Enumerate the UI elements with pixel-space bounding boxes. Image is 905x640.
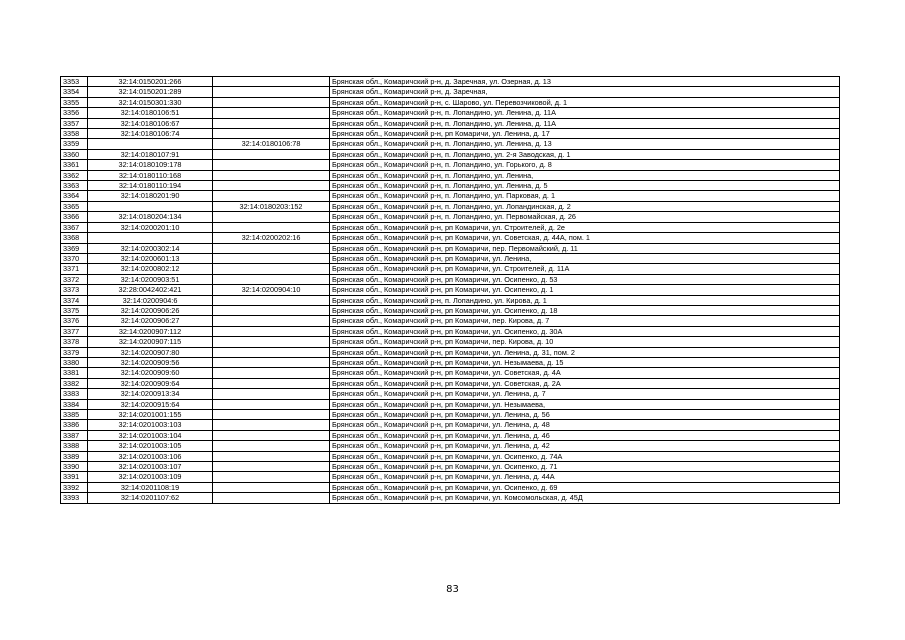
row-number-cell: 3355 bbox=[61, 97, 88, 107]
secondary-cadastral-number-cell: 32:14:0200904:10 bbox=[213, 285, 330, 295]
row-number-cell: 3391 bbox=[61, 472, 88, 482]
address-cell: Брянская обл., Комаричский р-н, рп Комаричи, пер. Кирова, д. 7 bbox=[330, 316, 840, 326]
row-number-cell: 3356 bbox=[61, 108, 88, 118]
secondary-cadastral-number-cell: 32:14:0180106:78 bbox=[213, 139, 330, 149]
secondary-cadastral-number-cell bbox=[213, 212, 330, 222]
table-row bbox=[61, 410, 840, 420]
secondary-cadastral-number-cell bbox=[213, 264, 330, 274]
cadastral-number-cell: 32:14:0200302:14 bbox=[88, 243, 213, 253]
address-cell: Брянская обл., Комаричский р-н, п. Лопандино, ул. Ленина, д. 11А bbox=[330, 118, 840, 128]
secondary-cadastral-number-cell bbox=[213, 378, 330, 388]
row-number-cell: 3369 bbox=[61, 243, 88, 253]
table-row bbox=[61, 118, 840, 128]
cadastral-number-cell: 32:14:0201003:103 bbox=[88, 420, 213, 430]
cadastral-number-cell: 32:14:0200909:60 bbox=[88, 368, 213, 378]
row-number-cell: 3357 bbox=[61, 118, 88, 128]
secondary-cadastral-number-cell bbox=[213, 77, 330, 87]
secondary-cadastral-number-cell bbox=[213, 295, 330, 305]
row-number-cell: 3382 bbox=[61, 378, 88, 388]
cadastral-number-cell: 32:14:0201003:105 bbox=[88, 441, 213, 451]
secondary-cadastral-number-cell bbox=[213, 108, 330, 118]
address-cell: Брянская обл., Комаричский р-н, п. Лопандино, ул. Лопандинская, д. 2 bbox=[330, 201, 840, 211]
secondary-cadastral-number-cell bbox=[213, 347, 330, 357]
table-row bbox=[61, 430, 840, 440]
cadastral-number-cell: 32:14:0180204:134 bbox=[88, 212, 213, 222]
table-row bbox=[61, 160, 840, 170]
table-row bbox=[61, 212, 840, 222]
table-row bbox=[61, 399, 840, 409]
cadastral-number-cell: 32:14:0201108:19 bbox=[88, 482, 213, 492]
address-cell: Брянская обл., Комаричский р-н, п. Лопандино, ул. Ленина, bbox=[330, 170, 840, 180]
secondary-cadastral-number-cell bbox=[213, 305, 330, 315]
table-row bbox=[61, 368, 840, 378]
address-cell: Брянская обл., Комаричский р-н, рп Комаричи, ул. Ленина, д. 42 bbox=[330, 441, 840, 451]
table-row bbox=[61, 274, 840, 284]
address-cell: Брянская обл., Комаричский р-н, рп Комаричи, ул. Осипенко, д. 1 bbox=[330, 285, 840, 295]
address-cell: Брянская обл., Комаричский р-н, рп Комаричи, ул. Ленина, д. 56 bbox=[330, 410, 840, 420]
cadastral-number-cell: 32:14:0201001:155 bbox=[88, 410, 213, 420]
address-cell: Брянская обл., Комаричский р-н, рп Комаричи, ул. Осипенко, д. 74А bbox=[330, 451, 840, 461]
secondary-cadastral-number-cell bbox=[213, 430, 330, 440]
secondary-cadastral-number-cell bbox=[213, 368, 330, 378]
row-number-cell: 3383 bbox=[61, 389, 88, 399]
cadastral-number-cell: 32:14:0201107:62 bbox=[88, 493, 213, 503]
row-number-cell: 3367 bbox=[61, 222, 88, 232]
table-row bbox=[61, 316, 840, 326]
cadastral-number-cell: 32:14:0201003:109 bbox=[88, 472, 213, 482]
row-number-cell: 3388 bbox=[61, 441, 88, 451]
cadastral-number-cell: 32:14:0200909:56 bbox=[88, 357, 213, 367]
cadastral-number-cell: 32:14:0150201:289 bbox=[88, 87, 213, 97]
address-cell: Брянская обл., Комаричский р-н, рп Комаричи, ул. Осипенко, д. 53 bbox=[330, 274, 840, 284]
address-cell: Брянская обл., Комаричский р-н, рп Комаричи, ул. Ленина, д. 31, пом. 2 bbox=[330, 347, 840, 357]
table-row bbox=[61, 305, 840, 315]
cadastral-number-cell: 32:14:0200201:10 bbox=[88, 222, 213, 232]
secondary-cadastral-number-cell bbox=[213, 191, 330, 201]
address-cell: Брянская обл., Комаричский р-н, рп Комаричи, ул. Осипенко, д. 69 bbox=[330, 482, 840, 492]
address-cell: Брянская обл., Комаричский р-н, д. Заречная, ул. Озерная, д. 13 bbox=[330, 77, 840, 87]
address-cell: Брянская обл., Комаричский р-н, п. Лопандино, ул. 2-я Заводская, д. 1 bbox=[330, 149, 840, 159]
secondary-cadastral-number-cell: 32:14:0180203:152 bbox=[213, 201, 330, 211]
row-number-cell: 3374 bbox=[61, 295, 88, 305]
secondary-cadastral-number-cell bbox=[213, 129, 330, 139]
cadastral-number-cell: 32:14:0180110:194 bbox=[88, 181, 213, 191]
row-number-cell: 3393 bbox=[61, 493, 88, 503]
address-cell: Брянская обл., Комаричский р-н, рп Комаричи, ул. Строителей, д. 11А bbox=[330, 264, 840, 274]
cadastral-number-cell: 32:14:0201003:104 bbox=[88, 430, 213, 440]
address-cell: Брянская обл., Комаричский р-н, рп Комаричи, ул. Осипенко, д. 71 bbox=[330, 462, 840, 472]
table-row bbox=[61, 326, 840, 336]
secondary-cadastral-number-cell bbox=[213, 160, 330, 170]
cadastral-number-cell: 32:14:0200913:34 bbox=[88, 389, 213, 399]
table-row bbox=[61, 87, 840, 97]
table-row bbox=[61, 441, 840, 451]
row-number-cell: 3362 bbox=[61, 170, 88, 180]
address-cell: Брянская обл., Комаричский р-н, рп Комаричи, ул. Строителей, д. 2е bbox=[330, 222, 840, 232]
table-row bbox=[61, 170, 840, 180]
secondary-cadastral-number-cell bbox=[213, 472, 330, 482]
cadastral-number-cell: 32:14:0200907:112 bbox=[88, 326, 213, 336]
cadastral-number-cell: 32:14:0150301:330 bbox=[88, 97, 213, 107]
secondary-cadastral-number-cell bbox=[213, 357, 330, 367]
table-row bbox=[61, 222, 840, 232]
cadastral-number-cell: 32:14:0201003:107 bbox=[88, 462, 213, 472]
table-row bbox=[61, 233, 840, 243]
cadastral-number-cell: 32:14:0200802:12 bbox=[88, 264, 213, 274]
table-row bbox=[61, 243, 840, 253]
secondary-cadastral-number-cell bbox=[213, 87, 330, 97]
address-cell: Брянская обл., Комаричский р-н, рп Комаричи, ул. Комсомольская, д. 45Д bbox=[330, 493, 840, 503]
row-number-cell: 3370 bbox=[61, 253, 88, 263]
address-cell: Брянская обл., Комаричский р-н, рп Комаричи, пер. Кирова, д. 10 bbox=[330, 337, 840, 347]
cadastral-number-cell: 32:14:0180106:51 bbox=[88, 108, 213, 118]
table-row bbox=[61, 347, 840, 357]
row-number-cell: 3378 bbox=[61, 337, 88, 347]
secondary-cadastral-number-cell bbox=[213, 118, 330, 128]
secondary-cadastral-number-cell bbox=[213, 337, 330, 347]
row-number-cell: 3360 bbox=[61, 149, 88, 159]
table-row bbox=[61, 378, 840, 388]
table-row bbox=[61, 451, 840, 461]
secondary-cadastral-number-cell bbox=[213, 420, 330, 430]
cadastral-number-cell: 32:14:0200906:27 bbox=[88, 316, 213, 326]
table-row bbox=[61, 149, 840, 159]
table-row bbox=[61, 181, 840, 191]
secondary-cadastral-number-cell bbox=[213, 149, 330, 159]
secondary-cadastral-number-cell bbox=[213, 316, 330, 326]
address-cell: Брянская обл., Комаричский р-н, п. Лопандино, ул. Первомайская, д. 26 bbox=[330, 212, 840, 222]
address-cell: Брянская обл., Комаричский р-н, рп Комаричи, ул. Незымаева, д. 15 bbox=[330, 357, 840, 367]
cadastral-number-cell bbox=[88, 233, 213, 243]
table-row bbox=[61, 357, 840, 367]
row-number-cell: 3375 bbox=[61, 305, 88, 315]
row-number-cell: 3363 bbox=[61, 181, 88, 191]
cadastral-number-cell: 32:14:0180107:91 bbox=[88, 149, 213, 159]
secondary-cadastral-number-cell bbox=[213, 410, 330, 420]
address-cell: Брянская обл., Комаричский р-н, рп Комаричи, ул. Ленина, bbox=[330, 253, 840, 263]
row-number-cell: 3354 bbox=[61, 87, 88, 97]
address-cell: Брянская обл., Комаричский р-н, рп Комаричи, ул. Советская, д. 4А bbox=[330, 368, 840, 378]
secondary-cadastral-number-cell bbox=[213, 389, 330, 399]
table-row bbox=[61, 493, 840, 503]
register-table-body bbox=[61, 77, 840, 504]
cadastral-number-cell: 32:14:0180110:168 bbox=[88, 170, 213, 180]
cadastral-number-cell: 32:14:0200915:64 bbox=[88, 399, 213, 409]
address-cell: Брянская обл., Комаричский р-н, рп Комаричи, ул. Ленина, д. 48 bbox=[330, 420, 840, 430]
table-row bbox=[61, 77, 840, 87]
secondary-cadastral-number-cell bbox=[213, 399, 330, 409]
secondary-cadastral-number-cell bbox=[213, 451, 330, 461]
address-cell: Брянская обл., Комаричский р-н, рп Комаричи, ул. Ленина, д. 7 bbox=[330, 389, 840, 399]
secondary-cadastral-number-cell bbox=[213, 181, 330, 191]
row-number-cell: 3361 bbox=[61, 160, 88, 170]
cadastral-number-cell: 32:14:0200909:64 bbox=[88, 378, 213, 388]
secondary-cadastral-number-cell bbox=[213, 482, 330, 492]
table-row bbox=[61, 482, 840, 492]
row-number-cell: 3381 bbox=[61, 368, 88, 378]
table-row bbox=[61, 295, 840, 305]
row-number-cell: 3371 bbox=[61, 264, 88, 274]
table-row bbox=[61, 108, 840, 118]
table-row bbox=[61, 420, 840, 430]
address-cell: Брянская обл., Комаричский р-н, рп Комаричи, пер. Первомайский, д. 11 bbox=[330, 243, 840, 253]
secondary-cadastral-number-cell bbox=[213, 170, 330, 180]
address-cell: Брянская обл., Комаричский р-н, рп Комаричи, ул. Осипенко, д. 18 bbox=[330, 305, 840, 315]
cadastral-number-cell: 32:14:0200904:6 bbox=[88, 295, 213, 305]
row-number-cell: 3389 bbox=[61, 451, 88, 461]
cadastral-number-cell: 32:14:0200907:80 bbox=[88, 347, 213, 357]
table-row bbox=[61, 285, 840, 295]
secondary-cadastral-number-cell bbox=[213, 493, 330, 503]
table-row bbox=[61, 253, 840, 263]
row-number-cell: 3380 bbox=[61, 357, 88, 367]
address-cell: Брянская обл., Комаричский р-н, п. Лопандино, ул. Ленина, д. 5 bbox=[330, 181, 840, 191]
cadastral-number-cell: 32:14:0200903:51 bbox=[88, 274, 213, 284]
row-number-cell: 3379 bbox=[61, 347, 88, 357]
row-number-cell: 3365 bbox=[61, 201, 88, 211]
table-row bbox=[61, 139, 840, 149]
row-number-cell: 3386 bbox=[61, 420, 88, 430]
table-row bbox=[61, 97, 840, 107]
property-register-table bbox=[60, 76, 840, 504]
cadastral-number-cell: 32:14:0200907:115 bbox=[88, 337, 213, 347]
row-number-cell: 3385 bbox=[61, 410, 88, 420]
address-cell: Брянская обл., Комаричский р-н, п. Лопандино, ул. Горького, д. 8 bbox=[330, 160, 840, 170]
row-number-cell: 3387 bbox=[61, 430, 88, 440]
row-number-cell: 3359 bbox=[61, 139, 88, 149]
row-number-cell: 3384 bbox=[61, 399, 88, 409]
address-cell: Брянская обл., Комаричский р-н, п. Лопандино, ул. Парковая, д. 1 bbox=[330, 191, 840, 201]
row-number-cell: 3372 bbox=[61, 274, 88, 284]
row-number-cell: 3392 bbox=[61, 482, 88, 492]
cadastral-number-cell: 32:14:0150201:266 bbox=[88, 77, 213, 87]
cadastral-number-cell: 32:14:0201003:106 bbox=[88, 451, 213, 461]
address-cell: Брянская обл., Комаричский р-н, с. Шарово, ул. Перевозчиковой, д. 1 bbox=[330, 97, 840, 107]
address-cell: Брянская обл., Комаричский р-н, рп Комаричи, ул. Ленина, д. 44А bbox=[330, 472, 840, 482]
cadastral-number-cell bbox=[88, 139, 213, 149]
row-number-cell: 3358 bbox=[61, 129, 88, 139]
cadastral-number-cell: 32:14:0180106:67 bbox=[88, 118, 213, 128]
table-row bbox=[61, 337, 840, 347]
cadastral-number-cell: 32:14:0180109:178 bbox=[88, 160, 213, 170]
table-row bbox=[61, 389, 840, 399]
address-cell: Брянская обл., Комаричский р-н, рп Комаричи, ул. Советская, д. 2А bbox=[330, 378, 840, 388]
table-row bbox=[61, 129, 840, 139]
secondary-cadastral-number-cell bbox=[213, 462, 330, 472]
secondary-cadastral-number-cell bbox=[213, 326, 330, 336]
cadastral-number-cell: 32:14:0180201:90 bbox=[88, 191, 213, 201]
address-cell: Брянская обл., Комаричский р-н, рп Комаричи, ул. Осипенко, д. 30А bbox=[330, 326, 840, 336]
cadastral-number-cell: 32:14:0200601:13 bbox=[88, 253, 213, 263]
secondary-cadastral-number-cell bbox=[213, 243, 330, 253]
row-number-cell: 3368 bbox=[61, 233, 88, 243]
row-number-cell: 3366 bbox=[61, 212, 88, 222]
row-number-cell: 3373 bbox=[61, 285, 88, 295]
table-row bbox=[61, 191, 840, 201]
table-row bbox=[61, 201, 840, 211]
cadastral-number-cell: 32:28:0042402:421 bbox=[88, 285, 213, 295]
page-number: 83 bbox=[446, 584, 459, 595]
row-number-cell: 3390 bbox=[61, 462, 88, 472]
table-row bbox=[61, 462, 840, 472]
secondary-cadastral-number-cell bbox=[213, 253, 330, 263]
address-cell: Брянская обл., Комаричский р-н, п. Лопандино, ул. Ленина, д. 13 bbox=[330, 139, 840, 149]
row-number-cell: 3376 bbox=[61, 316, 88, 326]
table-row bbox=[61, 472, 840, 482]
cadastral-number-cell bbox=[88, 201, 213, 211]
address-cell: Брянская обл., Комаричский р-н, рп Комаричи, ул. Ленина, д. 46 bbox=[330, 430, 840, 440]
address-cell: Брянская обл., Комаричский р-н, д. Заречная, bbox=[330, 87, 840, 97]
address-cell: Брянская обл., Комаричский р-н, рп Комаричи, ул. Незымаева, bbox=[330, 399, 840, 409]
cadastral-number-cell: 32:14:0200906:26 bbox=[88, 305, 213, 315]
address-cell: Брянская обл., Комаричский р-н, рп Комаричи, ул. Советская, д. 44А, пом. 1 bbox=[330, 233, 840, 243]
table-row bbox=[61, 264, 840, 274]
row-number-cell: 3377 bbox=[61, 326, 88, 336]
secondary-cadastral-number-cell: 32:14:0200202:16 bbox=[213, 233, 330, 243]
row-number-cell: 3353 bbox=[61, 77, 88, 87]
secondary-cadastral-number-cell bbox=[213, 97, 330, 107]
secondary-cadastral-number-cell bbox=[213, 441, 330, 451]
address-cell: Брянская обл., Комаричский р-н, п. Лопандино, ул. Ленина, д. 11А bbox=[330, 108, 840, 118]
address-cell: Брянская обл., Комаричский р-н, рп Комаричи, ул. Ленина, д. 17 bbox=[330, 129, 840, 139]
secondary-cadastral-number-cell bbox=[213, 274, 330, 284]
row-number-cell: 3364 bbox=[61, 191, 88, 201]
secondary-cadastral-number-cell bbox=[213, 222, 330, 232]
cadastral-number-cell: 32:14:0180106:74 bbox=[88, 129, 213, 139]
address-cell: Брянская обл., Комаричский р-н, п. Лопандино, ул. Кирова, д. 1 bbox=[330, 295, 840, 305]
